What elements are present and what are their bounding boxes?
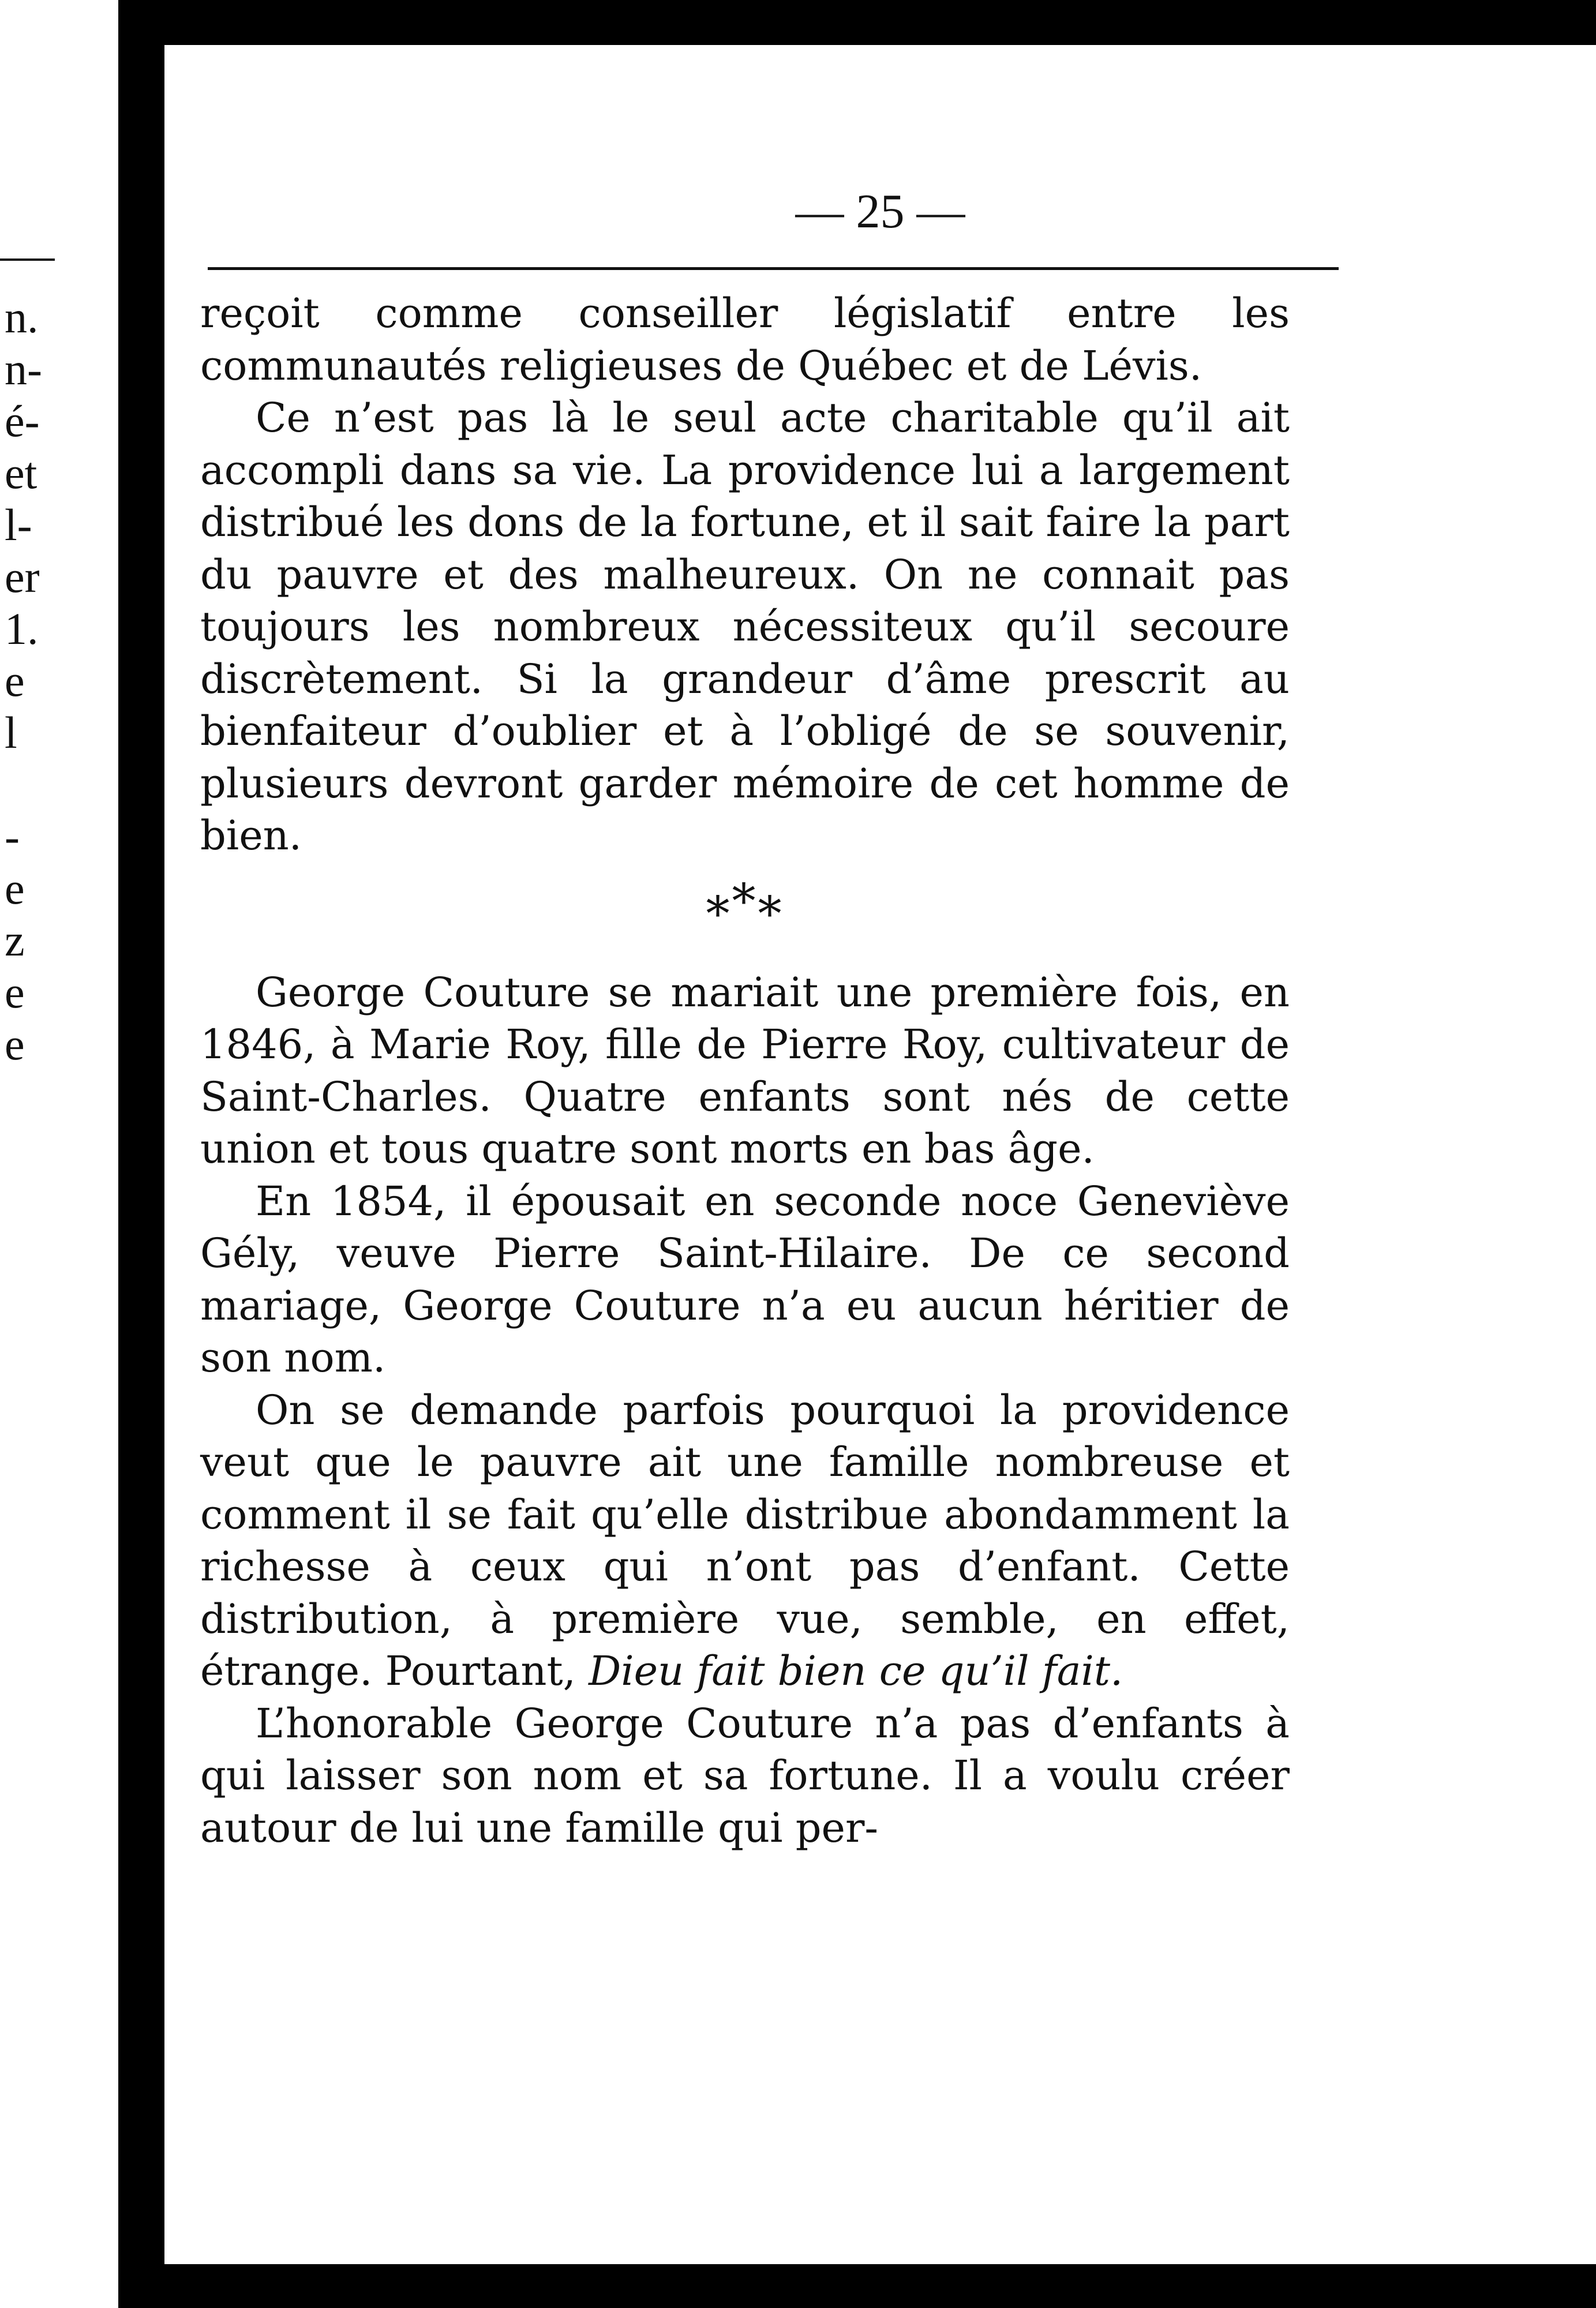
- left-page-fragment: er: [5, 552, 40, 602]
- section-separator: [200, 862, 1290, 966]
- text-segment: George Couture se mariait une première fois, en 1846, à Marie Roy, fille de Pierre Roy, cultivateur de Saint-Charles. Quatre enfants sont nés de cette union et tous quatre sont morts en bas âge.: [200, 968, 1290, 1172]
- page-number: — 25 —: [795, 185, 965, 238]
- left-page-fragment: -: [5, 811, 20, 861]
- left-page-fragment: n.: [5, 292, 39, 342]
- page-body: [200, 287, 1290, 1854]
- book-page: [164, 45, 1596, 2264]
- left-page-fragment: é-: [5, 396, 40, 446]
- paragraph: [200, 1698, 1290, 1854]
- left-page-fragment: n-: [5, 344, 42, 394]
- text-segment: En 1854, il épousait en seconde noce Geneviève Gély, veuve Pierre Saint-Hilaire. De ce second mariage, George Couture n’a eu aucun héritier de son nom.: [200, 1177, 1290, 1381]
- paragraph: [200, 1384, 1290, 1698]
- text-segment: On se demande parfois pourquoi la providence veut que le pauvre ait une famille nombreuse et comment il se fait qu’elle distribue abondamment la richesse à ceux qui n’ont pas d’enfant. Cette distribution, à première vue, semble, en effet, étrange. Pourtant,: [200, 1386, 1290, 1695]
- paragraph: [200, 966, 1290, 1175]
- left-page-fragment: 1.: [5, 604, 39, 654]
- text-segment: reçoit comme conseiller législatif entre les communautés religieuses de Québec et de Lévis.: [200, 290, 1290, 389]
- left-page-fragment: et: [5, 448, 38, 498]
- text-segment: Ce n’est pas là le seul acte charitable qu’il ait accompli dans sa vie. La providence lui a largement distribué les dons de la fortune, et il sait faire la part du pauvre et des malheureux. On ne connait pas toujours les nombreux nécessiteux qu’il secoure discrètement. Si la grandeur d’âme prescrit au bienfaiteur d’oublier et à l’obligé de se souvenir, plusieurs devront garder mémoire de cet homme de bien.: [200, 394, 1290, 859]
- paragraph: [200, 287, 1290, 392]
- separator-asterisk: *: [706, 886, 732, 942]
- left-page-fragment: e: [5, 863, 25, 913]
- header-rule: [208, 267, 1339, 270]
- book-gutter: [118, 0, 164, 2308]
- separator-asterisk: *: [732, 874, 758, 929]
- left-page-fragment: e: [5, 1019, 25, 1069]
- left-page-fragment: l-: [5, 500, 32, 550]
- left-page-fragment: e: [5, 967, 25, 1017]
- paragraph: [200, 392, 1290, 862]
- left-page-fragment: e: [5, 655, 25, 706]
- italic-text-segment: Dieu fait bien ce qu’il fait.: [589, 1647, 1123, 1695]
- separator-asterisk: *: [758, 886, 784, 942]
- left-page-fragment: z: [5, 915, 25, 965]
- left-page-rule: [0, 258, 55, 261]
- left-page-fragment: l: [5, 707, 17, 758]
- paragraph: [200, 1175, 1290, 1384]
- text-segment: L’honorable George Couture n’a pas d’enfants à qui laisser son nom et sa fortune. Il a voulu créer autour de lui une famille qui per-: [200, 1699, 1290, 1852]
